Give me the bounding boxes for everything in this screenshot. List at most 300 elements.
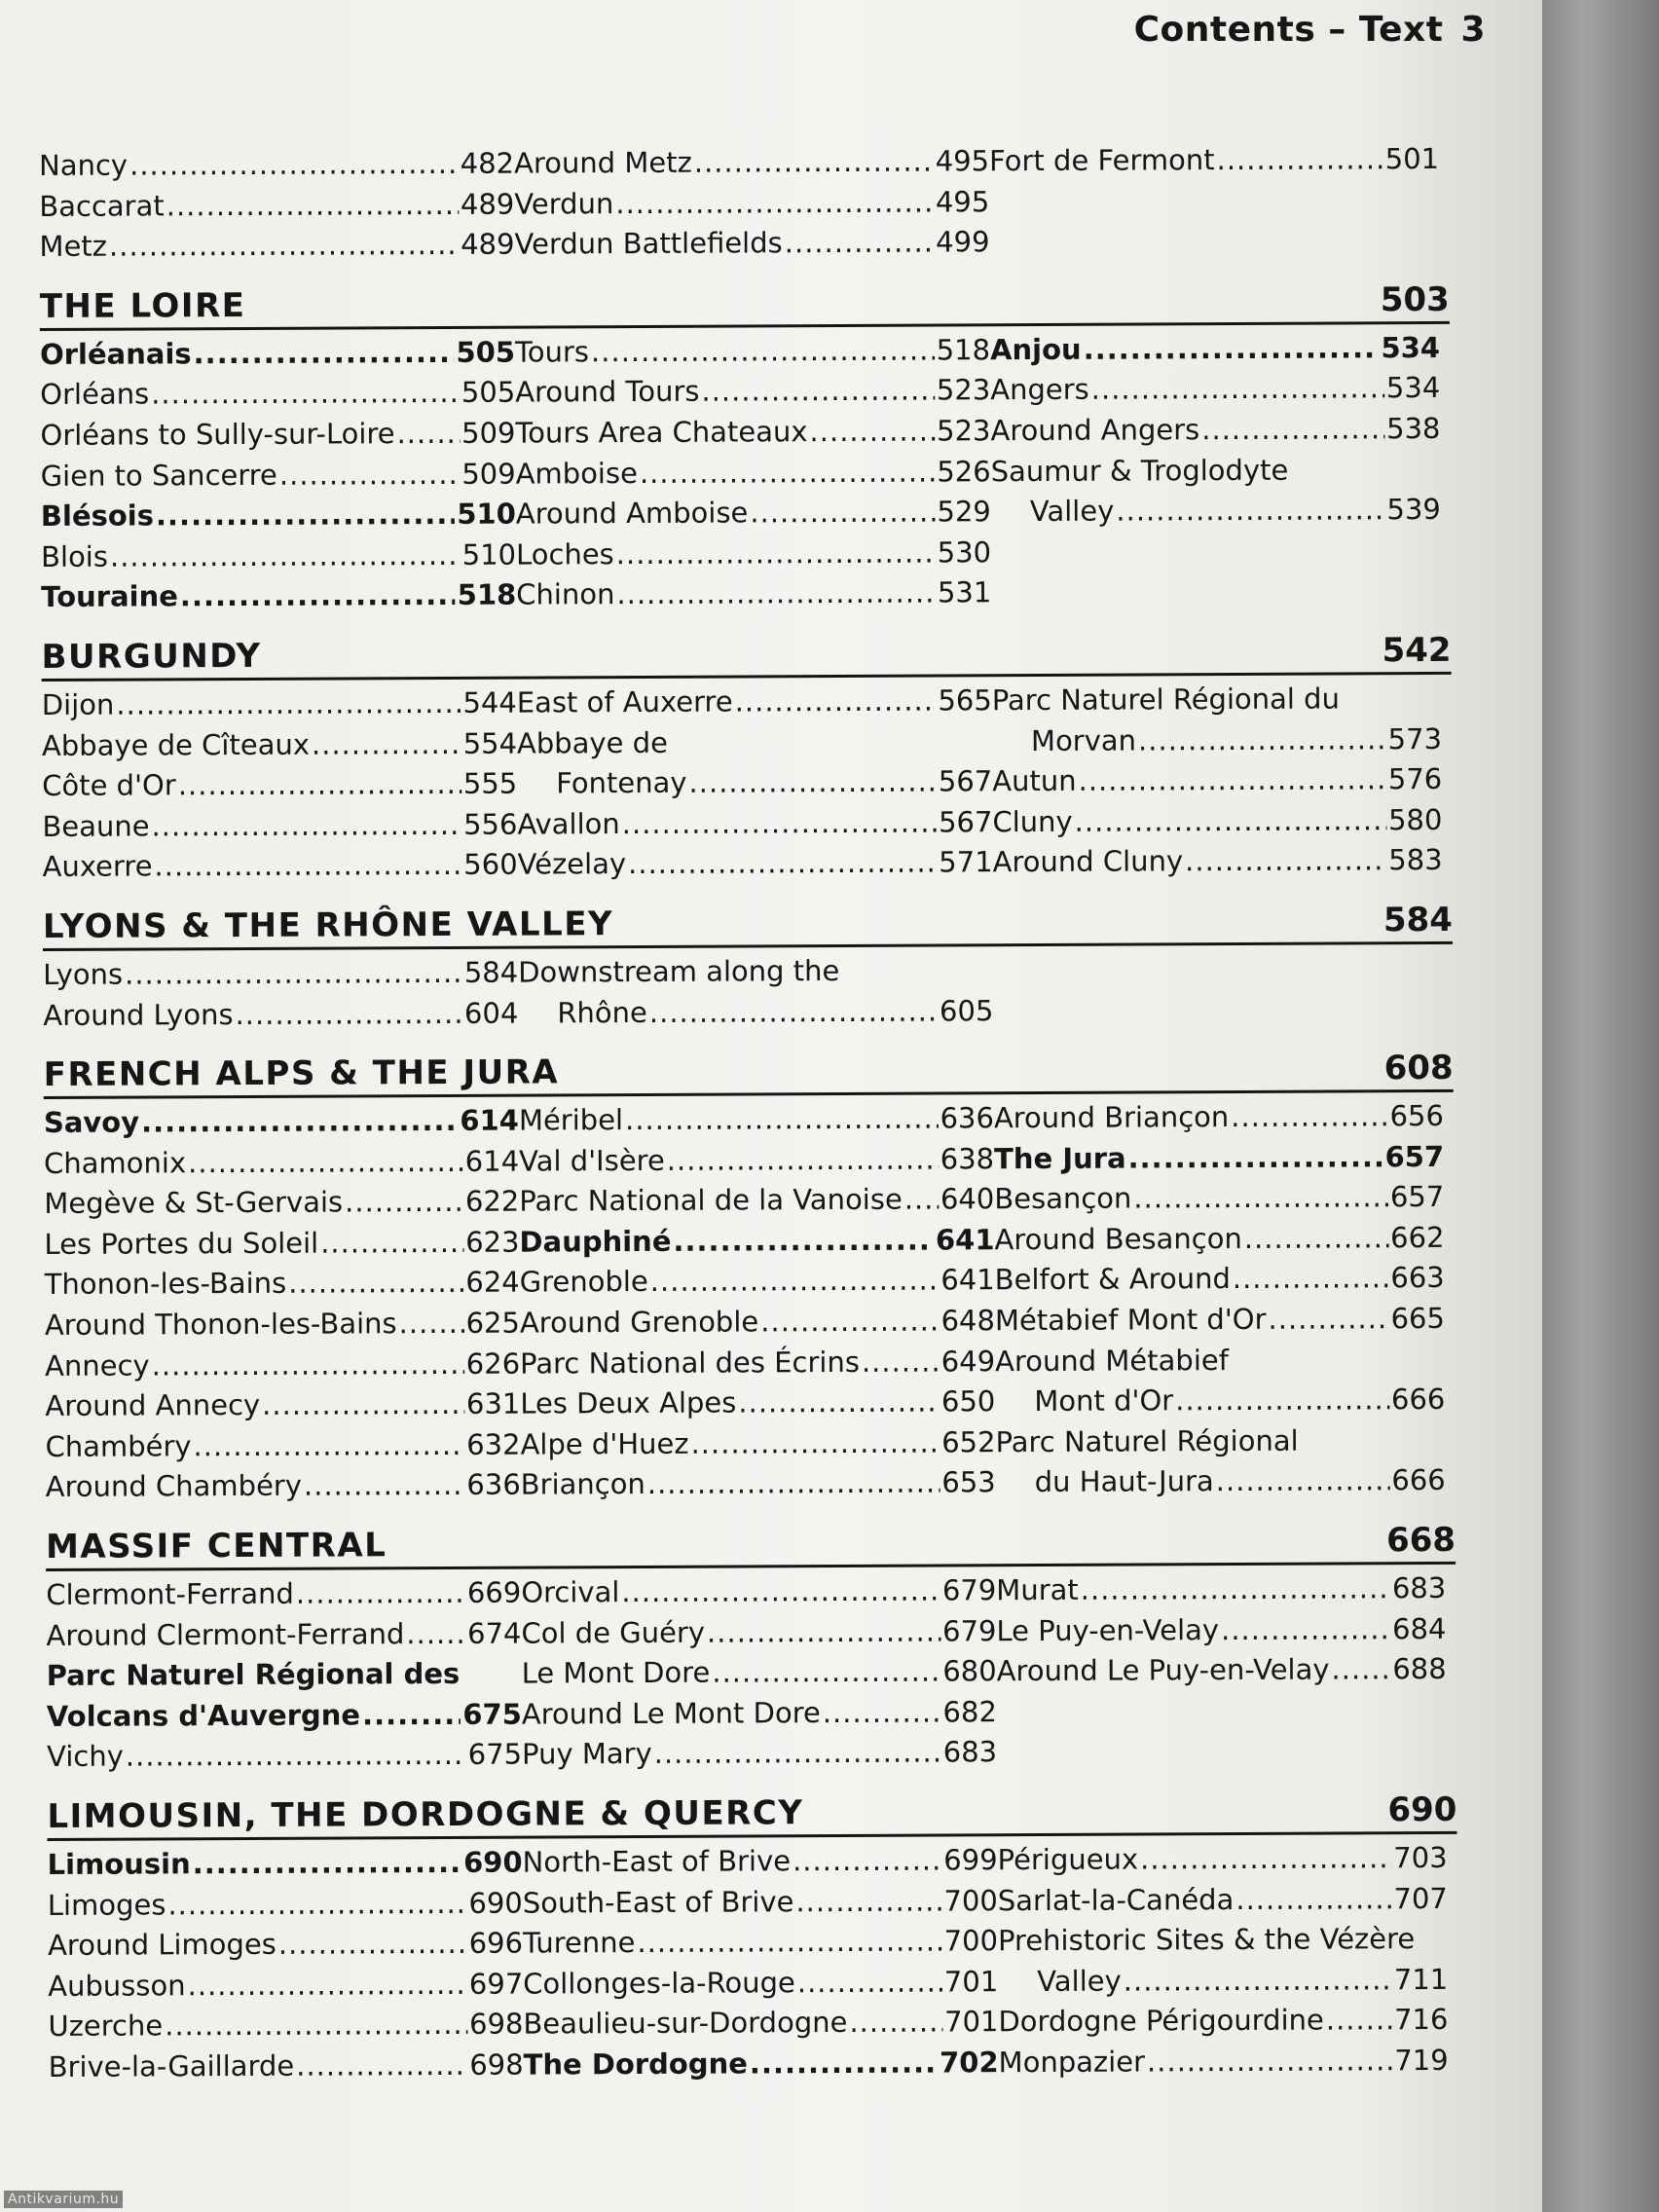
section-title: BURGUNDY: [41, 636, 262, 677]
entry-page-number: 526: [937, 454, 991, 489]
toc-section: [47, 1781, 1457, 2088]
entry-page-number: 640: [940, 1182, 995, 1216]
toc-entry[interactable]: [521, 1463, 996, 1506]
toc-entry[interactable]: [45, 1263, 520, 1306]
entry-page-number: 560: [463, 847, 518, 882]
toc-entry[interactable]: [47, 1735, 522, 1778]
toc-entry[interactable]: [519, 1220, 994, 1263]
entry-title: Dordogne Périgourdine: [998, 2003, 1324, 2039]
toc-column: [990, 328, 1441, 613]
toc-entry[interactable]: [990, 409, 1440, 452]
entry-title: Gien to Sancerre: [40, 458, 277, 493]
toc-entry[interactable]: [48, 1924, 523, 1967]
toc-entry[interactable]: [46, 1613, 521, 1656]
dot-leader: [750, 493, 935, 535]
toc-entry[interactable]: [994, 1218, 1444, 1261]
entry-page-number: 669: [466, 1575, 522, 1609]
toc-entry[interactable]: [45, 1304, 520, 1346]
toc-entry[interactable]: [517, 681, 992, 723]
entry-page-number: 531: [937, 575, 992, 609]
entry-page-number: 690: [468, 1886, 523, 1920]
toc-entry[interactable]: [992, 759, 1442, 802]
entry-title: Baccarat: [39, 188, 165, 223]
entry-page-number: 632: [466, 1427, 521, 1461]
toc-entry[interactable]: [517, 761, 992, 804]
entry-page-number: 604: [463, 996, 519, 1030]
toc-entry[interactable]: [519, 1139, 994, 1182]
toc-entry[interactable]: [518, 843, 993, 886]
dot-leader: [1116, 490, 1384, 532]
toc-entry[interactable]: [516, 452, 991, 495]
entry-title: Around Metz: [514, 145, 692, 180]
entry-page-number: 614: [460, 1103, 519, 1137]
dot-leader: [640, 452, 936, 494]
toc-entry[interactable]: [996, 1609, 1446, 1652]
section-heading: [41, 621, 1451, 682]
dot-leader: [288, 1263, 463, 1304]
entry-page-number: 534: [1381, 330, 1441, 365]
toc-entry[interactable]: [42, 683, 517, 726]
table-of-contents: [39, 139, 1458, 2098]
entry-title: Mont d'Or: [1034, 1383, 1174, 1419]
toc-entry[interactable]: [995, 1380, 1445, 1422]
dot-leader: [701, 371, 935, 413]
toc-entry[interactable]: [519, 1098, 994, 1141]
entry-title: Around Amboise: [515, 496, 749, 531]
toc-entry[interactable]: [48, 1883, 523, 1926]
toc-section: [41, 621, 1452, 888]
entry-title: Grenoble: [519, 1265, 648, 1300]
toc-entry[interactable]: [45, 1384, 520, 1427]
toc-entry[interactable]: [521, 1570, 996, 1613]
toc-column: [519, 1098, 996, 1505]
toc-entry[interactable]: [49, 2046, 524, 2088]
dot-leader: [362, 1695, 461, 1736]
dot-leader: [615, 182, 934, 224]
toc-column: [518, 950, 993, 1034]
toc-entry[interactable]: [991, 490, 1441, 533]
entry-title: Brive-la-Gaillarde: [48, 2048, 295, 2083]
dot-leader: [320, 1223, 463, 1264]
entry-page-number: 530: [937, 535, 992, 570]
dot-leader: [694, 142, 934, 184]
entry-title: Turenne: [522, 1926, 636, 1960]
entry-title: Limoges: [47, 1887, 166, 1922]
dot-leader: [647, 1463, 940, 1505]
entry-page-number: 719: [1394, 2043, 1449, 2078]
toc-entry[interactable]: [989, 139, 1439, 182]
entry-page-number: 701: [943, 2005, 999, 2039]
entry-title: Uzerche: [48, 2009, 164, 2044]
toc-entry[interactable]: [40, 373, 515, 416]
toc-entry[interactable]: [993, 840, 1443, 883]
dot-leader: [712, 1652, 940, 1694]
entry-page-number: 567: [938, 764, 993, 798]
entry-page-number: 716: [1393, 2003, 1449, 2037]
toc-column: [994, 1096, 1446, 1503]
page-header: [1134, 10, 1486, 50]
toc-entry[interactable]: [517, 721, 992, 764]
toc-entry[interactable]: [45, 1424, 520, 1467]
entry-page-number: 697: [468, 1967, 524, 2001]
toc-entry[interactable]: [48, 2005, 523, 2047]
entry-title: Cluny: [992, 804, 1073, 838]
entry-title: Le Puy-en-Velay: [996, 1612, 1220, 1647]
toc-entry[interactable]: [39, 144, 514, 187]
dot-leader: [1221, 1609, 1390, 1650]
toc-entry[interactable]: [996, 1460, 1446, 1503]
toc-entry[interactable]: [998, 1960, 1448, 2003]
dot-leader: [1078, 759, 1385, 801]
toc-entry[interactable]: [995, 1258, 1445, 1301]
dot-leader: [1331, 1649, 1390, 1690]
toc-entry[interactable]: [516, 492, 991, 535]
entry-page-number: 499: [936, 225, 990, 259]
entry-page-number: 538: [1385, 411, 1441, 446]
dot-leader: [1216, 1461, 1390, 1502]
toc-entry[interactable]: [994, 1137, 1444, 1180]
entry-page-number: 703: [1393, 1840, 1448, 1875]
toc-entry[interactable]: [41, 535, 516, 577]
toc-entry[interactable]: [995, 1340, 1445, 1382]
toc-entry[interactable]: [998, 1838, 1448, 1881]
entry-page-number: 682: [942, 1695, 997, 1729]
entry-title: Parc Naturel Régional: [995, 1423, 1299, 1459]
dot-leader: [125, 953, 462, 995]
toc-entry[interactable]: [992, 719, 1442, 761]
dot-leader: [797, 1962, 942, 2003]
entry-page-number: 701: [943, 1964, 999, 1999]
entry-title: Vichy: [47, 1740, 124, 1774]
toc-entry[interactable]: [994, 1096, 1444, 1139]
toc-entry[interactable]: [39, 225, 514, 268]
toc-entry[interactable]: [991, 450, 1441, 493]
toc-entry[interactable]: [992, 800, 1442, 843]
toc-entry[interactable]: [46, 1573, 521, 1616]
dot-leader: [1138, 719, 1386, 761]
section-page-number: 690: [1387, 1789, 1457, 1830]
entry-page-number: 624: [465, 1266, 520, 1300]
toc-entry[interactable]: [997, 1649, 1447, 1692]
entry-title: Orléanais: [39, 337, 192, 371]
section-title: MASSIF CENTRAL: [45, 1526, 387, 1567]
dot-leader: [1147, 2041, 1392, 2083]
section-page-number: 668: [1385, 1520, 1456, 1561]
entry-title: Monpazier: [998, 2045, 1146, 2080]
entry-title: Avallon: [517, 806, 620, 841]
toc-section: [44, 1039, 1456, 1508]
entry-title: Clermont-Ferrand: [46, 1576, 294, 1612]
entry-page-number: 580: [1387, 802, 1443, 836]
toc-entry[interactable]: [521, 1611, 996, 1654]
toc-entry[interactable]: [43, 845, 518, 888]
entry-page-number: 650: [940, 1384, 996, 1419]
dot-leader: [654, 1733, 941, 1775]
entry-title: Around Métabief: [995, 1343, 1229, 1378]
toc-entry[interactable]: [45, 1344, 520, 1386]
entry-page-number: 495: [935, 184, 990, 219]
toc-entry[interactable]: [520, 1301, 995, 1344]
toc-entry[interactable]: [515, 330, 990, 373]
toc-entry[interactable]: [998, 1919, 1448, 1962]
toc-entry[interactable]: [518, 991, 993, 1034]
dot-leader: [110, 535, 461, 577]
toc-column: [521, 1570, 997, 1775]
entry-title: Méribel: [518, 1103, 624, 1137]
dot-leader: [1124, 1960, 1392, 2002]
dot-leader: [707, 1611, 940, 1653]
toc-column: [44, 1101, 521, 1508]
entry-title: Around Clermont-Ferrand: [46, 1616, 405, 1652]
dot-leader: [194, 333, 455, 375]
toc-entry[interactable]: [46, 1465, 521, 1508]
toc-entry[interactable]: [520, 1342, 995, 1384]
toc-entry[interactable]: [43, 993, 518, 1036]
entry-title: Around Le Mont Dore: [521, 1695, 821, 1731]
toc-entry[interactable]: [520, 1422, 995, 1465]
toc-entry[interactable]: [44, 1141, 519, 1184]
entry-title: Puy Mary: [521, 1737, 652, 1772]
entry-title: Dauphiné: [519, 1224, 672, 1259]
entry-page-number: 555: [462, 766, 518, 801]
section-heading: [40, 271, 1450, 331]
toc-entry[interactable]: [520, 1261, 995, 1304]
toc-entry[interactable]: [43, 953, 518, 996]
dot-leader: [616, 533, 936, 574]
entry-title: Around Besançon: [994, 1221, 1242, 1257]
toc-column: [989, 139, 1440, 263]
entry-title: Chinon: [516, 577, 615, 611]
entry-title: Parc National des Écrins: [520, 1345, 860, 1381]
dot-leader: [345, 1182, 463, 1223]
entry-page-number: 656: [1389, 1099, 1444, 1133]
entry-page-number: 505: [461, 375, 516, 410]
dot-leader: [735, 681, 937, 722]
section-page-number: 503: [1380, 279, 1450, 320]
dot-leader: [649, 991, 938, 1033]
toc-entry[interactable]: [523, 1921, 998, 1964]
toc-entry[interactable]: [995, 1299, 1445, 1342]
toc-entry[interactable]: [522, 1651, 997, 1694]
entry-page-number: 666: [1390, 1382, 1446, 1417]
toc-entry[interactable]: [44, 1101, 519, 1144]
entry-page-number: 653: [941, 1465, 996, 1499]
entry-title: Around Briançon: [993, 1100, 1230, 1135]
toc-entry[interactable]: [42, 723, 517, 766]
page-edge: [1542, 0, 1659, 2212]
entry-title: Limousin: [47, 1847, 191, 1881]
toc-entry[interactable]: [996, 1568, 1446, 1611]
toc-entry[interactable]: [523, 1881, 998, 1924]
entry-page-number: 631: [465, 1386, 521, 1421]
header-title: Contents – Text: [1133, 10, 1444, 50]
dot-leader: [1216, 139, 1382, 180]
dot-leader: [406, 1614, 465, 1655]
toc-entry[interactable]: [42, 804, 517, 847]
entry-page-number: 636: [940, 1101, 994, 1135]
entry-page-number: 584: [463, 955, 519, 989]
section-columns: [42, 679, 1453, 888]
entry-page-number: 684: [1392, 1611, 1447, 1645]
entry-page-number: 489: [460, 187, 515, 221]
entry-title: Parc Naturel Régional du: [991, 682, 1341, 718]
entry-title: Metz: [39, 229, 108, 264]
entry-page-number: 696: [468, 1926, 524, 1961]
entry-page-number: 626: [465, 1346, 521, 1381]
entry-title: Nancy: [39, 148, 129, 182]
dot-leader: [667, 1139, 939, 1181]
toc-entry[interactable]: [516, 533, 991, 575]
entry-page-number: 700: [943, 1883, 998, 1918]
entry-page-number: 690: [462, 1845, 523, 1879]
toc-entry[interactable]: [514, 182, 989, 225]
entry-title: Savoy: [43, 1105, 140, 1140]
toc-entry[interactable]: [990, 328, 1440, 371]
toc-column: [993, 948, 1443, 1031]
entry-page-number: 583: [1388, 843, 1443, 877]
toc-entry[interactable]: [515, 371, 990, 414]
entry-title: Beaulieu-sur-Dordogne: [523, 2006, 848, 2041]
entry-page-number: 605: [939, 993, 994, 1027]
entry-title: Alpe d'Huez: [520, 1426, 689, 1461]
entry-page-number: 573: [1387, 721, 1443, 756]
section-columns: [39, 139, 1450, 268]
toc-entry[interactable]: [998, 1879, 1448, 1922]
entry-title: The Jura: [994, 1141, 1126, 1175]
toc-entry[interactable]: [994, 1177, 1444, 1220]
entry-title: du Haut-Jura: [1034, 1464, 1214, 1499]
entry-title: East of Auxerre: [516, 684, 733, 719]
toc-entry[interactable]: [999, 2041, 1449, 2083]
entry-page-number: 657: [1384, 1139, 1445, 1173]
toc-entry[interactable]: [523, 2003, 998, 2046]
toc-entry[interactable]: [517, 802, 992, 845]
toc-entry[interactable]: [522, 1733, 997, 1776]
toc-column: [48, 1843, 524, 2088]
dot-leader: [809, 411, 935, 452]
dot-leader: [621, 1571, 940, 1613]
entry-page-number: 482: [460, 146, 515, 180]
dot-leader: [178, 764, 461, 806]
dot-leader: [688, 762, 937, 804]
toc-entry[interactable]: [523, 1840, 998, 1883]
entry-title: Morvan: [1030, 723, 1137, 757]
toc-entry[interactable]: [518, 950, 993, 993]
dot-leader: [141, 1101, 458, 1143]
entry-title: Around Annecy: [45, 1388, 261, 1423]
entry-page-number: 510: [457, 497, 516, 532]
entry-title: Verdun Battlefields: [514, 226, 783, 261]
entry-page-number: 657: [1389, 1180, 1445, 1214]
entry-page-number: 518: [457, 577, 517, 612]
entry-title: Around Lyons: [43, 997, 234, 1032]
toc-entry[interactable]: [47, 1654, 522, 1697]
entry-title: Blois: [40, 539, 109, 573]
toc-entry[interactable]: [40, 332, 515, 375]
entry-page-number: 510: [461, 537, 517, 571]
toc-section: [39, 139, 1450, 268]
toc-entry[interactable]: [514, 222, 989, 265]
entry-title: Around Angers: [990, 413, 1200, 448]
toc-entry[interactable]: [44, 1182, 519, 1225]
toc-entry[interactable]: [519, 1179, 994, 1222]
toc-entry[interactable]: [48, 1964, 523, 2007]
toc-entry[interactable]: [39, 184, 514, 227]
toc-entry[interactable]: [520, 1382, 995, 1424]
entry-page-number: 622: [464, 1184, 520, 1219]
toc-entry[interactable]: [41, 575, 516, 618]
toc-entry[interactable]: [524, 2043, 999, 2085]
dot-leader: [823, 1692, 941, 1733]
entry-title: Autun: [992, 763, 1077, 798]
toc-entry[interactable]: [990, 368, 1440, 411]
toc-entry[interactable]: [40, 414, 515, 457]
entry-title: South-East of Brive: [522, 1884, 794, 1920]
entry-page-number: 544: [462, 685, 517, 719]
entry-title: Périgueux: [997, 1842, 1139, 1877]
entry-page-number: 649: [940, 1344, 996, 1379]
toc-entry[interactable]: [41, 454, 516, 497]
entry-page-number: 680: [942, 1654, 997, 1688]
toc-entry[interactable]: [523, 1962, 998, 2005]
dot-leader: [187, 1965, 466, 2007]
entry-page-number: 641: [935, 1223, 995, 1257]
toc-entry[interactable]: [522, 1692, 997, 1735]
entry-title: Orcival: [521, 1575, 620, 1609]
toc-entry[interactable]: [48, 1843, 523, 1886]
dot-leader: [673, 1220, 934, 1262]
entry-title: Briançon: [520, 1467, 645, 1502]
toc-entry[interactable]: [42, 764, 517, 807]
dot-leader: [166, 184, 459, 226]
toc-entry[interactable]: [995, 1420, 1445, 1463]
entry-page-number: 495: [935, 144, 990, 178]
dot-leader: [1268, 1299, 1388, 1340]
toc-entry[interactable]: [44, 1222, 519, 1265]
entry-page-number: 702: [940, 2046, 999, 2080]
dot-leader: [738, 1382, 940, 1424]
dot-leader: [1081, 1568, 1390, 1610]
dot-leader: [167, 1883, 466, 1925]
entry-page-number: 652: [941, 1425, 996, 1459]
entry-title: Chamonix: [44, 1145, 187, 1180]
entry-title: Dijon: [41, 687, 115, 721]
section-page-number: 542: [1382, 630, 1452, 671]
toc-entry[interactable]: [992, 679, 1442, 721]
toc-column: [46, 1573, 522, 1778]
section-heading: [43, 891, 1453, 951]
entry-title: Murat: [996, 1572, 1079, 1607]
toc-entry[interactable]: [41, 495, 516, 537]
entry-page-number: 679: [942, 1613, 997, 1648]
dot-leader: [129, 144, 459, 186]
entry-title: Orléans to Sully-sur-Loire: [40, 417, 395, 452]
entry-title: Abbaye de: [516, 725, 668, 760]
toc-entry[interactable]: [47, 1694, 522, 1737]
dot-leader: [399, 1304, 464, 1345]
entry-page-number: 614: [464, 1144, 520, 1178]
toc-entry[interactable]: [998, 2000, 1448, 2043]
toc-entry[interactable]: [514, 141, 989, 184]
entry-page-number: 523: [936, 373, 991, 407]
toc-entry[interactable]: [515, 411, 990, 454]
dot-leader: [1140, 1838, 1391, 1880]
entry-title: Val d'Isère: [519, 1143, 665, 1178]
toc-entry[interactable]: [516, 573, 991, 616]
dot-leader: [760, 1302, 940, 1343]
entry-title: The Dordogne: [523, 2046, 748, 2082]
dot-leader: [1231, 1096, 1387, 1137]
